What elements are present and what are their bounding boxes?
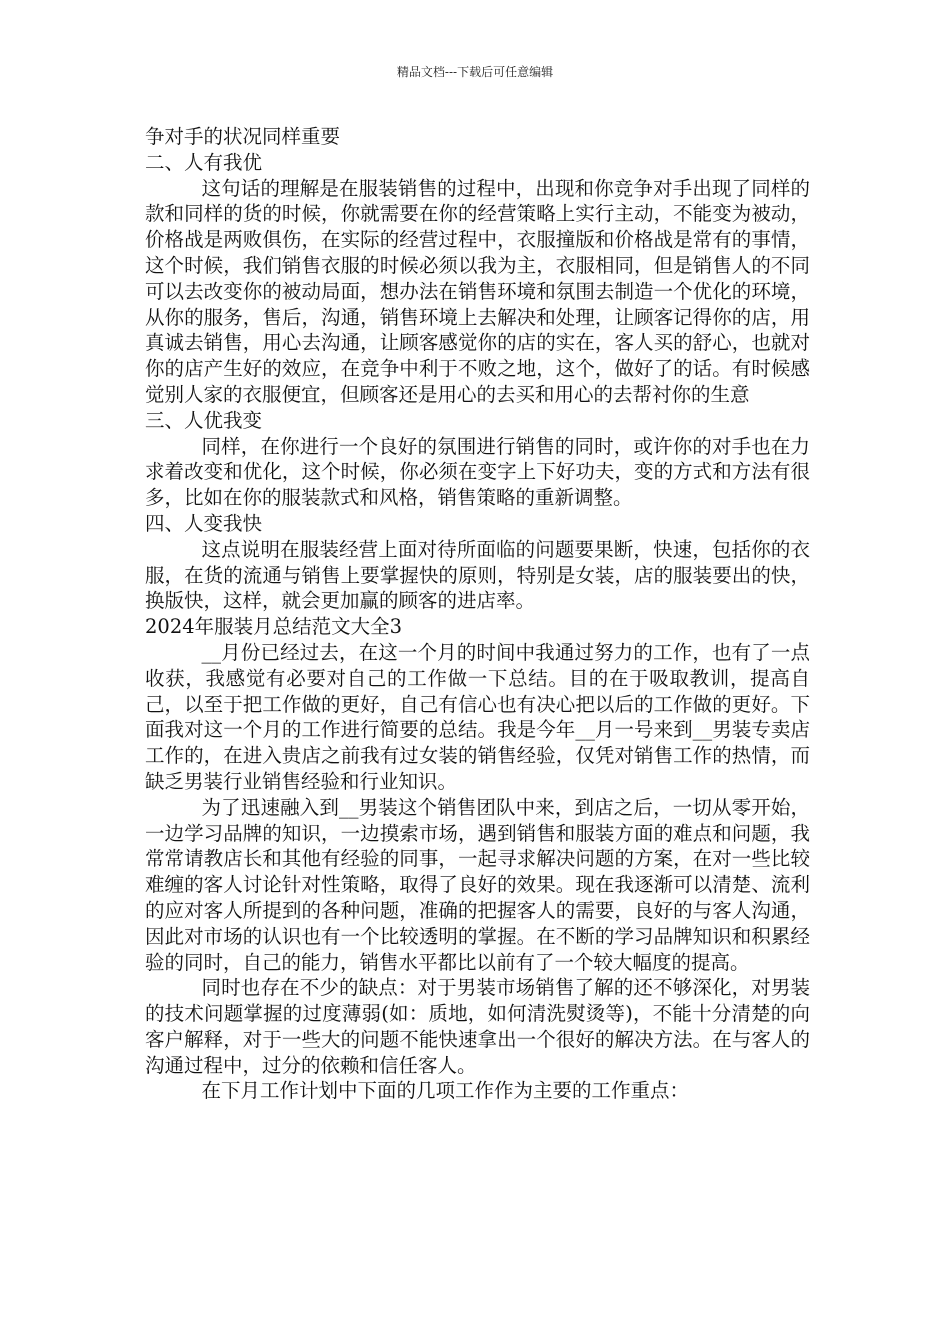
document-body: [145, 124, 810, 1104]
paragraph: 这句话的理解是在服装销售的过程中，出现和你竞争对手出现了同样的款和同样的货的时候，你就需要在你的经营策略上实行主动，不能变为被动，价格战是两败俱伤，在实际的经营过程中，衣服撞版和价格战是常有的事情，这个时候，我们销售衣服的时候必须以我为主，衣服相同，但是销售人的不同可以去改变你的被动局面，想办法在销售环境和氛围去制造一个优化的环境，从你的服务，售后，沟通，销售环境上去解决和处理，让顾客记得你的店，用真诚去销售，用心去沟通，让顾客感觉你的店的实在，客人买的舒心，也就对你的店产生好的效应，在竞争中利于不败之地，这个，做好了的话。有时候感觉别人家的衣服便宜，但顾客还是用心的去买和用心的去帮衬你的生意: [145, 176, 810, 406]
paragraph: 同时也存在不少的缺点：对于男装市场销售了解的还不够深化，对男装的技术问题掌握的过度薄弱(如：质地，如何清洗熨烫等)，不能十分清楚的向客户解释，对于一些大的问题不能快速拿出一个很好的解决方法。在与客人的沟通过程中，过分的依赖和信任客人。: [145, 976, 810, 1077]
article-title: 2024年服装月总结范文大全3: [145, 615, 403, 639]
paragraph: 在下月工作计划中下面的几项工作作为主要的工作重点：: [201, 1079, 690, 1103]
paragraph-continuation: 争对手的状况同样重要: [145, 125, 341, 148]
paragraph: 同样，在你进行一个良好的氛围进行销售的同时，或许你的对手也在力求着改变和优化，这个时候，你必须在变字上下好功夫，变的方式和方法有很多，比如在你的服装款式和风格，销售策略的重新调整。: [145, 434, 810, 510]
section-heading-2: 二、人有我优: [145, 150, 263, 174]
section-heading-4: 四、人变我快: [145, 511, 263, 535]
paragraph: 这点说明在服装经营上面对待所面临的问题要果断，快速，包括你的衣服，在货的流通与销售上要掌握快的原则，特别是女装，店的服装要出的快，换版快，这样，就会更加赢的顾客的进店率。: [145, 537, 810, 613]
section-heading-3: 三、人优我变: [145, 408, 263, 432]
paragraph: 为了迅速融入到__男装这个销售团队中来，到店之后，一切从零开始，一边学习品牌的知识，一边摸索市场，遇到销售和服装方面的难点和问题，我常常请教店长和其他有经验的同事，一起寻求解决问题的方案，在对一些比较难缠的客人讨论针对性策略，取得了良好的效果。现在我逐渐可以清楚、流利的应对客人所提到的各种问题，准确的把握客人的需要，良好的与客人沟通，因此对市场的认识也有一个比较透明的掌握。在不断的学习品牌知识和积累经验的同时，自己的能力，销售水平都比以前有了一个较大幅度的提高。: [145, 795, 810, 974]
paragraph: __月份已经过去，在这一个月的时间中我通过努力的工作，也有了一点收获，我感觉有必要对自己的工作做一下总结。目的在于吸取教训，提高自己，以至于把工作做的更好，自己有信心也有决心把以后的工作做的更好。下面我对这一个月的工作进行简要的总结。我是今年__月一号来到__男装专卖店工作的，在进入贵店之前我有过女装的销售经验，仅凭对销售工作的热情，而缺乏男装行业销售经验和行业知识。: [145, 640, 810, 793]
page-header: 精品文档---下载后可任意编辑: [396, 65, 554, 79]
